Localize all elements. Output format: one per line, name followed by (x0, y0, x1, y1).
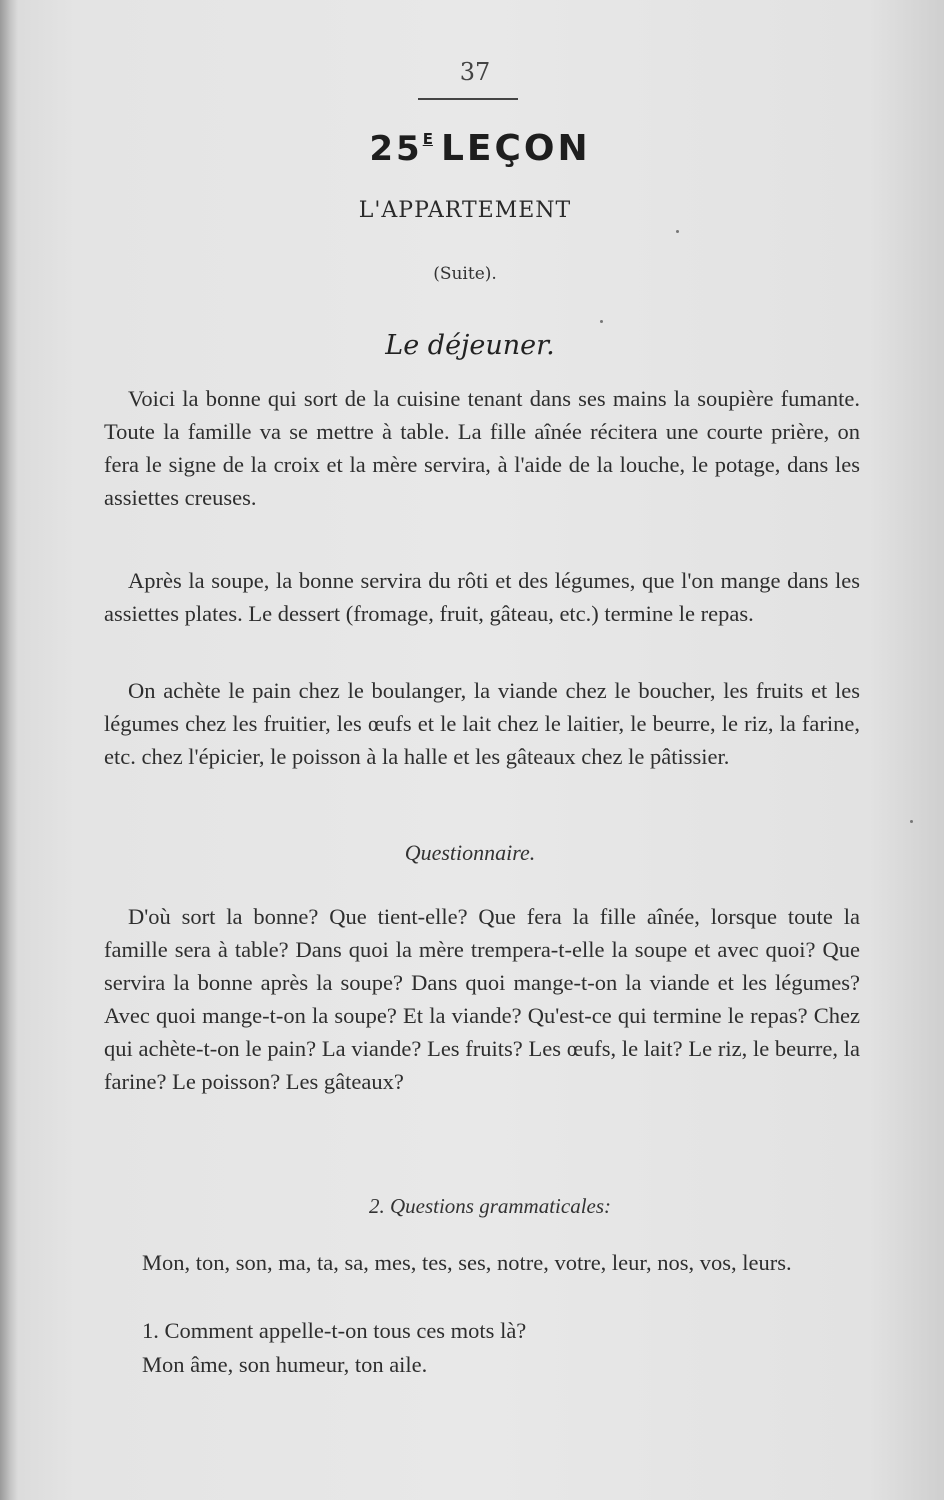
lesson-word: LEÇON (440, 128, 591, 169)
paragraph-1: Voici la bonne qui sort de la cuisine tenant dans ses mains la soupière fumante. Toute la famille va se mettre à table. La fille aînée récitera une courte prière, on fera le signe de la croix et la mère servira, à l'aide de la louche, le potage, dans les assiettes creuses. (104, 386, 860, 510)
grammar-text: Mon, ton, son, ma, ta, sa, mes, tes, ses, notre, votre, leur, nos, vos, leurs. (142, 1250, 792, 1275)
paper-speck (600, 320, 603, 323)
section-title: Le déjeuner. (385, 330, 555, 361)
lesson-subject: L'APPARTEMENT (358, 198, 572, 223)
suite-note: (Suite). (433, 264, 497, 284)
paper-speck (676, 230, 679, 233)
lesson-number: 25 (369, 129, 423, 169)
paragraph-2: Après la soupe, la bonne servira du rôti et des légumes, que l'on mange dans les assiettes plates. Le dessert (fromage, fruit, gâteau, etc.) termine le repas. (104, 568, 860, 626)
paragraph-3: On achète le pain chez le boulanger, la viande chez le boucher, les fruits et les légumes chez les fruitier, les œufs et le lait chez le laitier, le beurre, le riz, la farine, etc. chez l'épicier, le poisson à la halle et les gâteaux chez le pâtissier. (104, 678, 860, 769)
page-number: 37 (459, 58, 491, 86)
questionnaire-text: D'où sort la bonne? Que tient-elle? Que fera la fille aînée, lorsque toute la famille sera à table? Dans quoi la mère trempera-t-elle la soupe et avec quoi? Que servira la bonne après la soupe? Dans quoi mange-t-on la viande et les légumes? Avec quoi mange-t-on la soupe? Et la viande? Qu'est-ce qui termine le repas? Chez qui achète-t-on le pain? La viande? Les fruits? Les œufs, le lait? Le riz, le beurre, la farine? Le poisson? Les gâteaux? (104, 904, 860, 1094)
grammar-title: 2. Questions grammaticales: (368, 1194, 612, 1218)
questionnaire-title: Questionnaire. (404, 840, 536, 865)
lesson-title (300, 128, 660, 169)
paper-speck (910, 820, 913, 823)
lesson-number-superscript: E (422, 130, 433, 148)
page-binding-edge (0, 0, 18, 1500)
grammar-question-1: 1. Comment appelle-t-on tous ces mots là? (142, 1318, 527, 1343)
grammar-example: Mon âme, son humeur, ton aile. (142, 1352, 428, 1377)
page-number-rule (418, 98, 518, 100)
